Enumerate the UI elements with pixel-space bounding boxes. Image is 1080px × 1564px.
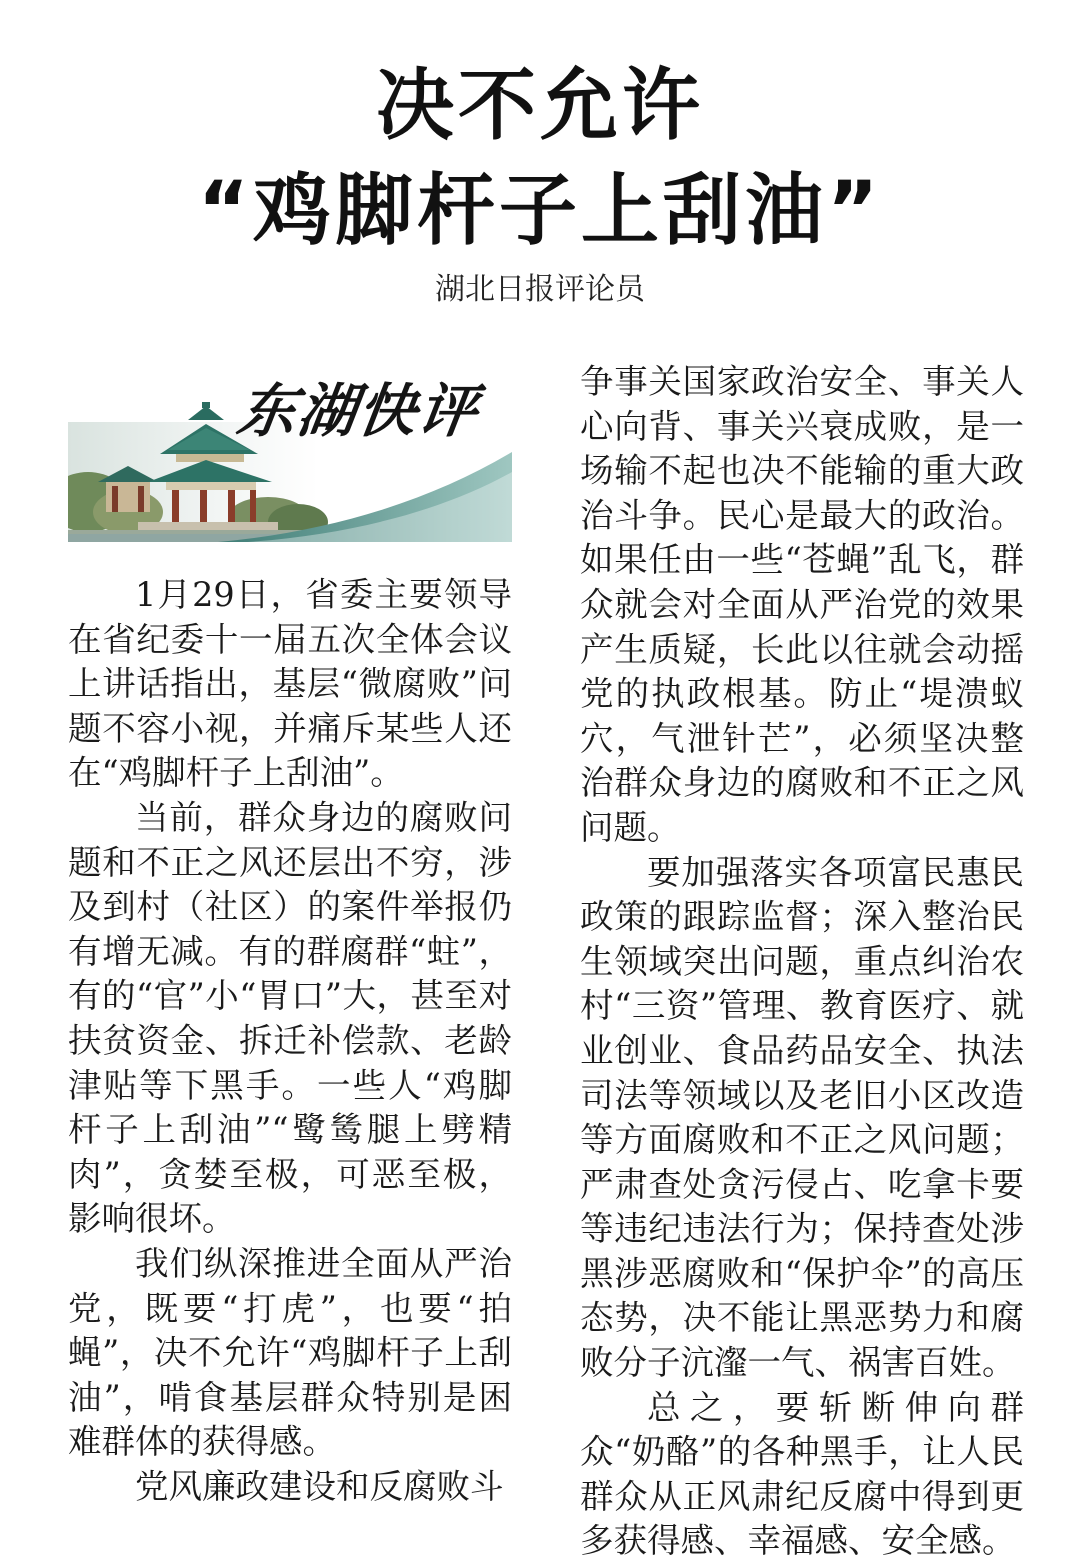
article-column-right (580, 360, 1024, 1564)
paragraph: 党风廉政建设和反腐败斗 (135, 1466, 504, 1506)
paragraph-continued: 争事关国家政治安全、事关人心向背、事关兴衰成败，是一场输不起也决不能输的重大政治斗争。民心是最大的政治。如果任由一些“苍蝇”乱飞，群众就会对全面从严治党的效果产生质疑，长此以往就会动摇党的执政根基。防止“堤溃蚁穴，气泄针芒”，必须坚决整治群众身边的腐败和不正之风问题。 (580, 362, 1024, 847)
headline-line-1: 决不允许 (375, 61, 704, 151)
column-name: 东湖快评 (233, 377, 483, 445)
paragraph: 1月29日，省委主要领导在省纪委十一届五次全体会议上讲话指出，基层“微腐败”问题不容小视，并痛斥某些人还在“鸡脚杆子上刮油”。 (68, 575, 512, 793)
paragraph: 当前，群众身边的腐败问题和不正之风还层出不穷，涉及到村（社区）的案件举报仍有增无减。有的群腐群“蛀”，有的“官”小“胃口”大，甚至对扶贫资金、拆迁补偿款、老龄津贴等下黑手。一些人“鸡脚杆子上刮油”“鹭鸶腿上劈精肉”，贪婪至极，可恶至极，影响很坏。 (68, 797, 512, 1239)
paragraph: 要加强落实各项富民惠民政策的跟踪监督；深入整治民生领域突出问题，重点纠治农村“三资”管理、教育医疗、就业创业、食品药品安全、执法司法等领域以及老旧小区改造等方面腐败和不正之风问题；严肃查处贪污侵占、吃拿卡要等违纪违法行为；保持查处涉黑涉恶腐败和“保护伞”的高压态势，决不能让黑恶势力和腐败分子沆瀣一气、祸害百姓。 (580, 852, 1024, 1383)
paragraph: 总之，要斩断伸向群众“奶酪”的各种黑手，让人民群众从正风肃纪反腐中得到更多获得感、幸福感、安全感。 (580, 1387, 1024, 1561)
paragraph: 我们纵深推进全面从严治党，既要“打虎”，也要“拍蝇”，决不允许“鸡脚杆子上刮油”，啃食基层群众特别是困难群体的获得感。 (68, 1243, 512, 1462)
article-column-left (68, 573, 512, 1509)
column-logo (68, 362, 512, 542)
byline: 湖北日报评论员 (435, 272, 645, 307)
headline-line-2: “鸡脚杆子上刮油” (197, 166, 883, 256)
